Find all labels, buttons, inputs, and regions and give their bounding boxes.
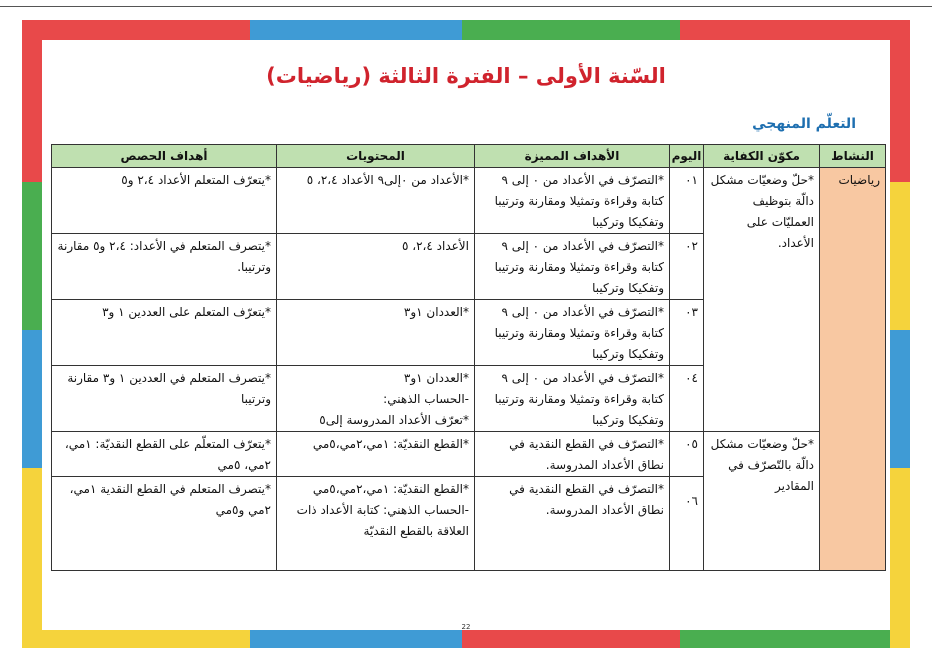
frame-segment — [22, 182, 42, 330]
header-competency: مكوّن الكفاية — [704, 145, 820, 168]
header-day: اليوم — [670, 145, 704, 168]
competency-cell: *حلّ وضعيّات مشكل دالّة بتوظيف العمليّات على الأعداد. — [704, 168, 820, 432]
goals-cell: *التصرّف في الأعداد من ٠ إلى ٩ كتابة وقراءة وتمثيلا ومقارنة وترتيبا وتفكيكا وتركيبا — [475, 366, 670, 432]
frame-segment — [22, 330, 42, 468]
goals-cell: *التصرّف في القطع النقدية في نطاق الأعداد المدروسة. — [475, 477, 670, 571]
contents-cell: *العددان ١و٣ -الحساب الذهني: *تعرّف الأعداد المدروسة إلى٥ — [277, 366, 475, 432]
contents-cell: *الأعداد من ٠إلى٩ الأعداد ٢،٤، ٥ — [277, 168, 475, 234]
lesson-plan-table — [51, 144, 886, 571]
frame-segment — [250, 630, 462, 648]
frame-segment — [890, 182, 910, 330]
frame-segment — [22, 20, 42, 182]
day-cell: ٠٦ — [670, 477, 704, 571]
goals-cell: *التصرّف في القطع النقدية في نطاق الأعداد المدروسة. — [475, 432, 670, 477]
header-goals: الأهداف المميزة — [475, 145, 670, 168]
goals-cell: *التصرّف في الأعداد من ٠ إلى ٩ كتابة وقراءة وتمثيلا ومقارنة وترتيبا وتفكيكا وتركيبا — [475, 300, 670, 366]
header-contents: المحتويات — [277, 145, 475, 168]
objectives-cell: *يتعرّف المتعلم على العددين ١ و٣ — [52, 300, 277, 366]
objectives-cell: *يتصرف المتعلم في العددين ١ و٣ مقارنة وترتيبا — [52, 366, 277, 432]
frame-segment — [250, 20, 462, 40]
frame-segment — [890, 20, 910, 182]
goals-cell: *التصرّف في الأعداد من ٠ إلى ٩ كتابة وقراءة وتمثيلا ومقارنة وترتيبا وتفكيكا وتركيبا — [475, 168, 670, 234]
objectives-cell: *يتعرّف المتعلم الأعداد ٢،٤ و٥ — [52, 168, 277, 234]
objectives-cell: *يتعرّف المتعلّم على القطع النقديّة: ١مي، ٢مي، ٥مي — [52, 432, 277, 477]
contents-cell: *القطع النقديّة: ١مي،٢مي،٥مي -الحساب الذهني: كتابة الأعداد ذات العلاقة بالقطع النقديّة — [277, 477, 475, 571]
contents-cell: الأعداد ٢،٤، ٥ — [277, 234, 475, 300]
objectives-cell: *يتصرف المتعلم في القطع النقدية ١مي، ٢مي و٥مي — [52, 477, 277, 571]
frame-segment — [22, 468, 42, 648]
frame-segment — [680, 20, 910, 40]
frame-segment — [890, 330, 910, 468]
frame-segment — [462, 20, 680, 40]
frame-segment — [22, 20, 250, 40]
table-header-row — [52, 145, 886, 168]
page-title: السّنة الأولى – الفترة الثالثة (رياضيات) — [266, 64, 666, 88]
contents-cell: *القطع النقديّة: ١مي،٢مي،٥مي — [277, 432, 475, 477]
frame-segment — [890, 468, 910, 648]
day-cell: ٠٥ — [670, 432, 704, 477]
contents-cell: *العددان ١و٣ — [277, 300, 475, 366]
page-number: 22 — [461, 623, 471, 631]
header-objectives: أهداف الحصص — [52, 145, 277, 168]
objectives-cell: *يتصرف المتعلم في الأعداد: ٢،٤ و٥ مقارنة وترتيبا. — [52, 234, 277, 300]
frame-segment — [22, 630, 250, 648]
day-cell: ٠٢ — [670, 234, 704, 300]
header-activity: النشاط — [820, 145, 886, 168]
day-cell: ٠٣ — [670, 300, 704, 366]
table-row — [52, 168, 886, 234]
section-title: التعلّم المنهجي — [752, 116, 856, 132]
goals-cell: *التصرّف في الأعداد من ٠ إلى ٩ كتابة وقراءة وتمثيلا ومقارنة وترتيبا وتفكيكا وتركيبا — [475, 234, 670, 300]
day-cell: ٠٤ — [670, 366, 704, 432]
day-cell: ٠١ — [670, 168, 704, 234]
activity-cell: رياضيات — [820, 168, 886, 571]
frame-segment — [462, 630, 680, 648]
table-row — [52, 432, 886, 477]
top-rule — [0, 6, 932, 7]
frame-segment — [680, 630, 910, 648]
competency-cell: *حلّ وضعيّات مشكل دالّة بالتّصرّف في المقادير — [704, 432, 820, 571]
